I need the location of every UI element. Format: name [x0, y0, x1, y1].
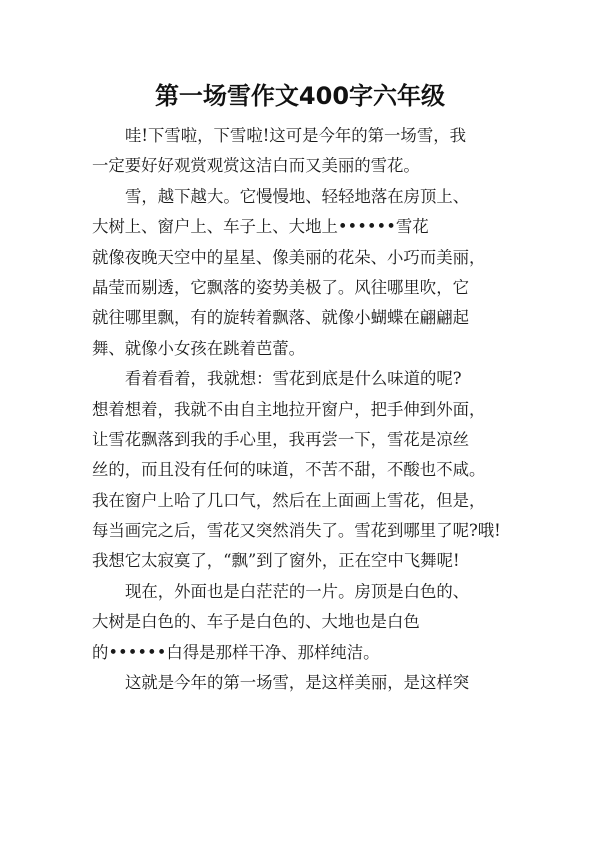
document-title: 第一场雪作文400字六年级 — [154, 82, 446, 110]
paragraph-3-line-3: 让雪花飘落到我的手心里，我再尝一下，雪花是凉丝 — [92, 429, 469, 449]
paragraph-2-line-6: 舞、就像小女孩在跳着芭蕾。 — [92, 338, 306, 358]
paragraph-2-line-4: 晶莹而剔透，它飘落的姿势美极了。风往哪里吹，它 — [92, 277, 469, 297]
paragraph-1-line-1: 哇!下雪啦，下雪啦!这可是今年的第一场雪，我 — [125, 126, 466, 145]
paragraph-2-line-3: 就像夜晚天空中的星星、像美丽的花朵、小巧而美丽， — [92, 247, 486, 267]
paragraph-3-line-6: 每当画完之后，雪花又突然消失了。雪花到哪里了呢?哦! — [92, 521, 501, 541]
paragraph-4-line-1: 现在，外面也是白茫茫的一片。房顶是白色的、 — [125, 581, 470, 601]
paragraph-3-line-5: 我在窗户上哈了几口气，然后在上面画上雪花，但是， — [92, 490, 486, 510]
paragraph-2-line-5: 就往哪里飘，有的旋转着飘落、就像小蝴蝶在翩翩起 — [92, 308, 469, 328]
essay-body — [92, 121, 522, 698]
paragraph-3-line-1: 看着看着，我就想：雪花到底是什么味道的呢? — [125, 369, 462, 389]
paragraph-2-line-1: 雪，越下越大。它慢慢地、轻轻地落在房顶上、 — [125, 186, 470, 206]
paragraph-2-line-2: 大树上、窗户上、车子上、大地上••••••雪花 — [92, 217, 429, 237]
paragraph-3-line-2: 想着想着，我就不由自主地拉开窗户，把手伸到外面， — [92, 399, 486, 419]
paragraph-5-line-1: 这就是今年的第一场雪，是这样美丽，是这样突 — [125, 673, 470, 693]
paragraph-4-line-3: 的••••••白得是那样干净、那样纯洁。 — [92, 642, 380, 662]
paragraph-3-line-4: 丝的，而且没有任何的味道，不苦不甜，不酸也不咸。 — [92, 460, 486, 480]
paragraph-4-line-2: 大树是白色的、车子是白色的、大地也是白色 — [92, 612, 420, 632]
paragraph-1-line-2: 一定要好好观赏观赏这洁白而又美丽的雪花。 — [92, 156, 420, 176]
paragraph-3-line-7: 我想它太寂寞了，“飘”到了窗外，正在空中飞舞呢! — [92, 551, 460, 571]
